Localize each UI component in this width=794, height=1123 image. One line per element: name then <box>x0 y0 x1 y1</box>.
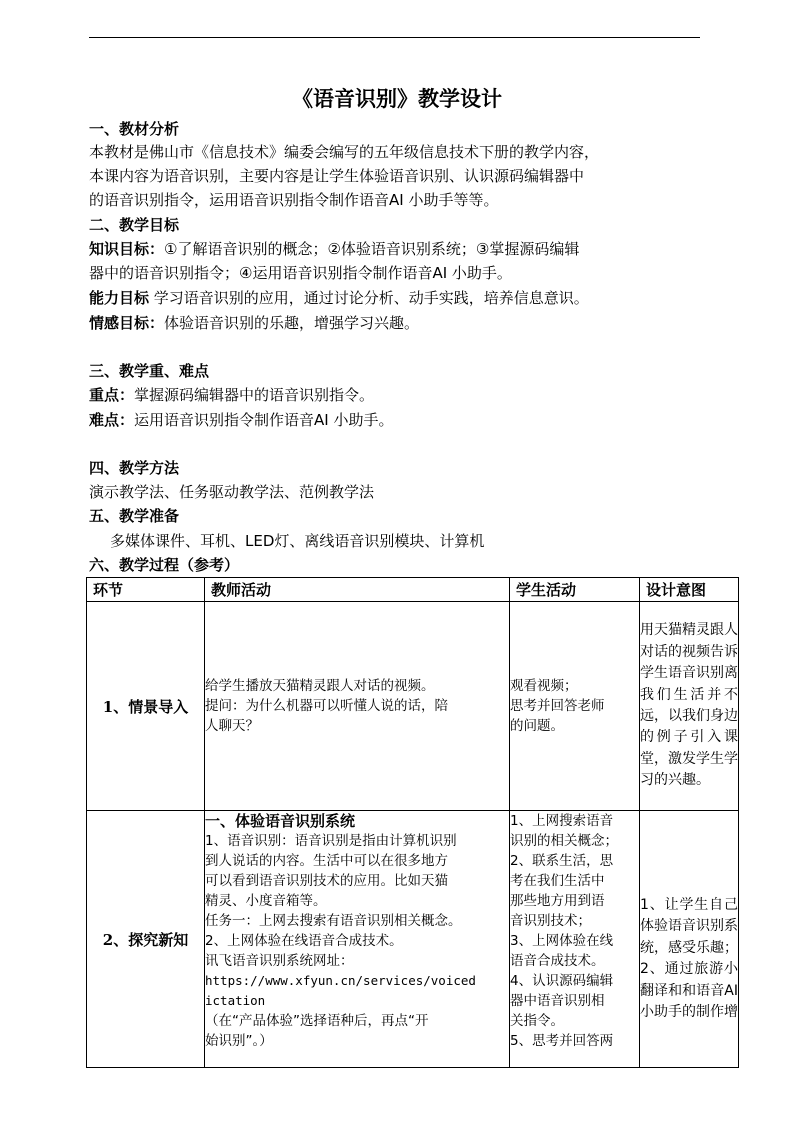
section-5-text: 多媒体课件、耳机、LED灯、离线语音识别模块、计算机 <box>110 532 485 550</box>
student-line: 观看视频； <box>510 678 578 694</box>
knowledge-goal-line-1 <box>89 238 729 261</box>
teacher-line: 讯飞语音识别系统网址： <box>205 953 354 969</box>
section-6-heading: 六、教学过程（参考） <box>89 556 240 574</box>
teacher-line: 1、语音识别：语音识别是指由计算机识别 <box>205 833 457 849</box>
header-teacher-activity: 教师活动 <box>205 578 510 602</box>
section-1-line-1: 本教材是佛山市《信息技术》编委会编写的五年级信息技术下册的教学内容， <box>89 143 600 161</box>
teacher-line: 到人说话的内容。生活中可以在很多地方 <box>205 853 448 869</box>
header-design-intent: 设计意图 <box>640 578 739 602</box>
knowledge-goal-line-2: 器中的语音识别指令；④运用语音识别指令制作语音AI 小助手。 <box>89 264 512 282</box>
emotion-goal-text: 体验语音识别的乐趣，增强学习兴趣。 <box>164 314 420 332</box>
stage-cell: 1、情景导入 <box>87 602 205 811</box>
teaching-process-table <box>86 577 739 1068</box>
student-line: 3、上网体验在线 <box>510 933 614 949</box>
header-stage: 环节 <box>87 578 205 602</box>
teacher-line: 任务一：上网去搜索有语音识别相关概念。 <box>205 913 462 929</box>
teacher-line: 给学生播放天猫精灵跟人对话的视频。 <box>205 678 435 694</box>
url-line: https://www.xfyun.cn/services/voiced <box>205 973 476 988</box>
teacher-line: 始识别”。） <box>205 1033 273 1049</box>
student-line: 识别的相关概念； <box>510 833 618 849</box>
stage-cell: 2、探究新知 <box>87 811 205 1068</box>
student-line: 的问题。 <box>510 718 564 734</box>
student-line: 4、认识源码编辑 <box>510 973 614 989</box>
student-line: 音识别技术； <box>510 913 591 929</box>
teacher-line: （在“产品体验”选择语种后，再点“开 <box>205 1013 429 1029</box>
design-intent-cell: 用天猫精灵跟人对话的视频告诉学生语音识别离我们生活并不远，以我们身边的例子引入课堂，激发学生学习的兴趣。 <box>640 602 739 811</box>
emotion-goal-line <box>89 312 729 335</box>
student-line: 考在我们生活中 <box>510 873 605 889</box>
design-intent-cell <box>640 811 739 1068</box>
table-row <box>87 602 739 811</box>
student-line: 关指令。 <box>510 1013 564 1029</box>
ability-goal-line <box>89 287 729 310</box>
teacher-line: 精灵、小度音箱等。 <box>205 893 327 909</box>
teacher-subheading: 一、体验语音识别系统 <box>205 812 356 830</box>
teacher-activity-cell <box>205 811 510 1068</box>
student-line: 器中语音识别相 <box>510 993 605 1009</box>
student-line: 那些地方用到语 <box>510 893 605 909</box>
difficulty-line <box>89 409 729 432</box>
teacher-activity-cell <box>205 602 510 811</box>
teacher-line: 人聊天？ <box>205 718 259 734</box>
student-line: 语音合成技术。 <box>510 953 605 969</box>
key-point-line <box>89 384 729 407</box>
teacher-line: 提问：为什么机器可以听懂人说的话，陪 <box>205 698 448 714</box>
table-header-row <box>87 578 739 602</box>
design-intent-text: 1、让学生自己体验语音识别系统，感受乐趣；2、通过旅游小翻译和和语音AI 小助手的制作增 <box>640 897 738 1021</box>
difficulty-text: 运用语音识别指令制作语音AI 小助手。 <box>134 411 394 429</box>
student-line: 思考并回答老师 <box>510 698 605 714</box>
difficulty-label: 难点： <box>89 411 135 429</box>
section-3-heading: 三、教学重、难点 <box>89 362 210 380</box>
section-1-line-3: 的语音识别指令，运用语音识别指令制作语音AI 小助手等等。 <box>89 191 499 209</box>
student-activity-cell <box>510 602 640 811</box>
section-1-heading: 一、教材分析 <box>89 120 180 138</box>
ability-goal-text: 学习语音识别的应用，通过讨论分析、动手实践，培养信息意识。 <box>149 289 589 307</box>
knowledge-goal-text-1: ①了解语音识别的概念；②体验语音识别系统；③掌握源码编辑 <box>164 240 580 258</box>
header-rule <box>89 37 700 38</box>
student-activity-cell <box>510 811 640 1068</box>
key-point-label: 重点： <box>89 386 135 404</box>
section-4-text: 演示教学法、任务驱动教学法、范例教学法 <box>89 483 375 501</box>
section-4-heading: 四、教学方法 <box>89 459 180 477</box>
section-1-line-2: 本课内容为语音识别，主要内容是让学生体验语音识别、认识源码编辑器中 <box>89 167 585 185</box>
url-line: ictation <box>205 993 266 1008</box>
student-line: 5、思考并回答两 <box>510 1033 614 1049</box>
document-title: 《语音识别》教学设计 <box>292 86 502 111</box>
knowledge-goal-label: 知识目标： <box>89 240 165 258</box>
student-line: 1、上网搜索语音 <box>510 813 614 829</box>
emotion-goal-label: 情感目标： <box>89 314 165 332</box>
section-5-heading: 五、教学准备 <box>89 507 180 525</box>
ability-goal-label: 能力目标 <box>89 289 150 307</box>
teacher-line: 可以看到语音识别技术的应用。比如天猫 <box>205 873 448 889</box>
table-row <box>87 811 739 1068</box>
key-point-text: 掌握源码编辑器中的语音识别指令。 <box>134 386 375 404</box>
teacher-line: 2、上网体验在线语音合成技术。 <box>205 933 403 949</box>
header-student-activity: 学生活动 <box>510 578 640 602</box>
section-2-heading: 二、教学目标 <box>89 216 180 234</box>
student-line: 2、联系生活，思 <box>510 853 614 869</box>
